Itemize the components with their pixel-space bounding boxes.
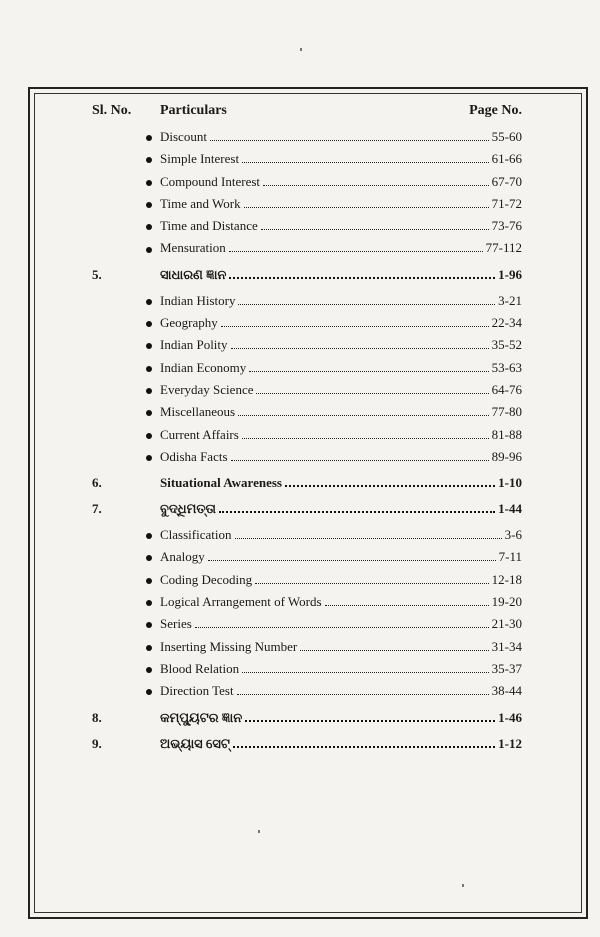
bullet-container — [92, 315, 160, 331]
entry-pages: 67-70 — [491, 173, 522, 189]
entry-label: Indian Polity — [160, 337, 228, 353]
section-number: 8. — [92, 709, 102, 725]
entry-label: Current Affairs — [160, 426, 239, 442]
entry-pages: 1-46 — [498, 709, 522, 725]
entry-label: Compound Interest — [160, 173, 261, 189]
entry-pages: 1-44 — [498, 501, 522, 517]
toc-section-row — [92, 475, 522, 501]
entry-pages: 31-34 — [491, 638, 522, 654]
dot-leader — [208, 560, 496, 561]
entry-pages: 1-10 — [498, 475, 522, 491]
bullet-icon — [146, 135, 152, 141]
section-number: 6. — [92, 475, 102, 491]
entry-label: Discount — [160, 129, 207, 144]
toc-item-row — [92, 683, 522, 705]
entry-pages: 71-72 — [491, 195, 522, 211]
bullet-container — [92, 572, 160, 588]
toc-section-row — [92, 710, 522, 736]
dot-leader — [261, 229, 489, 230]
toc-item-row — [92, 174, 522, 196]
toc-item-row — [92, 527, 522, 549]
table-of-contents — [92, 103, 522, 762]
dot-leader — [256, 393, 488, 394]
bullet-icon — [146, 180, 152, 186]
toc-item-row — [92, 661, 522, 683]
entry-pages: 35-52 — [491, 337, 522, 353]
bullet-container — [92, 293, 160, 309]
dot-leader — [242, 162, 489, 163]
dot-leader — [244, 207, 489, 208]
toc-item-row — [92, 337, 522, 359]
bullet-container — [92, 218, 160, 234]
particulars-heading: Particulars — [160, 103, 227, 118]
toc-item-row — [92, 549, 522, 571]
entry-pages: 89-96 — [491, 448, 522, 464]
paper-speck — [258, 830, 260, 833]
entry-pages: 22-34 — [491, 315, 522, 331]
dot-leader — [238, 415, 489, 416]
toc-item-row — [92, 449, 522, 471]
toc-section-row — [92, 501, 522, 527]
bullet-icon — [146, 388, 152, 394]
entry-label: Coding Decoding — [160, 571, 253, 587]
toc-rows — [92, 129, 522, 762]
entry-pages: 77-112 — [485, 240, 522, 256]
toc-item-row — [92, 151, 522, 173]
dot-leader — [229, 251, 483, 252]
bullet-icon — [146, 224, 152, 230]
entry-label: Analogy — [160, 549, 205, 565]
bullet-icon — [146, 247, 152, 253]
bullet-container — [92, 683, 160, 699]
section-number: 9. — [92, 735, 102, 751]
bullet-icon — [146, 578, 152, 584]
bullet-container — [92, 151, 160, 167]
dot-leader — [255, 583, 489, 584]
bullet-icon — [146, 555, 152, 561]
toc-item-row — [92, 382, 522, 404]
bullet-container — [92, 360, 160, 376]
bullet-container — [92, 639, 160, 655]
entry-pages: 1-96 — [498, 266, 522, 282]
bullet-icon — [146, 455, 152, 461]
entry-pages: 3-21 — [498, 292, 522, 308]
entry-pages: 81-88 — [491, 426, 522, 442]
entry-label: Geography — [160, 315, 218, 331]
toc-item-row — [92, 572, 522, 594]
bullet-icon — [146, 433, 152, 439]
bullet-icon — [146, 157, 152, 163]
entry-label: Classification — [160, 527, 232, 543]
entry-label: Indian History — [160, 292, 236, 308]
bullet-container — [92, 382, 160, 398]
dot-leader — [245, 720, 495, 722]
entry-label: କମ୍ପ୍ୟୁଟର ଜ୍ଞାନ — [160, 709, 243, 725]
dot-leader — [233, 746, 495, 748]
entry-label: Blood Relation — [160, 660, 240, 676]
bullet-container — [92, 196, 160, 212]
toc-item-row — [92, 639, 522, 661]
dot-leader — [231, 348, 489, 349]
dot-leader — [231, 460, 489, 461]
bullet-container — [92, 549, 160, 565]
entry-pages: 55-60 — [491, 129, 522, 144]
entry-pages: 7-11 — [498, 549, 522, 565]
entry-pages: 61-66 — [491, 151, 522, 167]
bullet-icon — [146, 622, 152, 628]
bullet-container — [92, 240, 160, 256]
bullet-icon — [146, 321, 152, 327]
bullet-container — [92, 129, 160, 145]
toc-item-row — [92, 240, 522, 262]
dot-leader — [235, 538, 502, 539]
dot-leader — [219, 511, 495, 513]
toc-section-row — [92, 736, 522, 762]
bullet-icon — [146, 299, 152, 305]
bullet-icon — [146, 689, 152, 695]
dot-leader — [229, 277, 495, 279]
entry-pages: 19-20 — [491, 594, 522, 610]
entry-pages: 3-6 — [504, 527, 522, 543]
sl-no-heading: Sl. No. — [92, 103, 132, 118]
toc-item-row — [92, 196, 522, 218]
bullet-icon — [146, 202, 152, 208]
entry-label: Odisha Facts — [160, 448, 228, 464]
entry-label: Everyday Science — [160, 381, 254, 397]
entry-pages: 38-44 — [491, 683, 522, 699]
bullet-container — [92, 174, 160, 190]
entry-label: Miscellaneous — [160, 404, 236, 420]
entry-label: Simple Interest — [160, 151, 240, 167]
dot-leader — [242, 438, 489, 439]
entry-pages: 21-30 — [491, 616, 522, 632]
dot-leader — [221, 326, 489, 327]
entry-pages: 77-80 — [491, 404, 522, 420]
toc-item-row — [92, 293, 522, 315]
toc-section-row — [92, 267, 522, 293]
toc-item-row — [92, 616, 522, 638]
bullet-container — [92, 616, 160, 632]
bullet-container — [92, 527, 160, 543]
bullet-icon — [146, 343, 152, 349]
bullet-container — [92, 427, 160, 443]
bullet-container — [92, 661, 160, 677]
bullet-icon — [146, 533, 152, 539]
bullet-icon — [146, 410, 152, 416]
dot-leader — [249, 371, 488, 372]
dot-leader — [195, 627, 489, 628]
entry-pages: 12-18 — [491, 571, 522, 587]
toc-item-row — [92, 129, 522, 151]
bullet-container — [92, 337, 160, 353]
dot-leader — [210, 140, 489, 141]
dot-leader — [238, 304, 495, 305]
dot-leader — [325, 605, 489, 606]
bullet-container — [92, 449, 160, 465]
toc-item-row — [92, 360, 522, 382]
bullet-icon — [146, 366, 152, 372]
dot-leader — [263, 185, 489, 186]
entry-label: ସାଧାରଣ ଜ୍ଞାନ — [160, 266, 227, 282]
entry-label: Series — [160, 616, 192, 632]
bullet-icon — [146, 600, 152, 606]
page-no-heading: Page No. — [469, 103, 522, 118]
toc-item-row — [92, 594, 522, 616]
entry-label: Indian Economy — [160, 359, 247, 375]
toc-item-row — [92, 218, 522, 240]
entry-pages: 53-63 — [491, 359, 522, 375]
toc-header — [92, 103, 522, 129]
entry-label: Situational Awareness — [160, 475, 282, 491]
entry-label: ଅଭ୍ୟାସ ସେଟ୍ — [160, 735, 230, 751]
entry-pages: 35-37 — [491, 660, 522, 676]
toc-item-row — [92, 315, 522, 337]
entry-pages: 64-76 — [491, 381, 522, 397]
bullet-container — [92, 404, 160, 420]
toc-item-row — [92, 427, 522, 449]
section-number: 7. — [92, 501, 102, 517]
dot-leader — [300, 650, 488, 651]
dot-leader — [285, 485, 495, 487]
bullet-container — [92, 594, 160, 610]
paper-speck — [300, 48, 302, 51]
entry-pages: 1-12 — [498, 735, 522, 751]
bullet-icon — [146, 667, 152, 673]
entry-label: Time and Work — [160, 195, 241, 211]
entry-label: Time and Distance — [160, 218, 258, 234]
paper-speck — [462, 884, 464, 887]
toc-item-row — [92, 404, 522, 426]
entry-label: Logical Arrangement of Words — [160, 594, 322, 610]
entry-label: Mensuration — [160, 240, 226, 256]
section-number: 5. — [92, 266, 102, 282]
entry-pages: 73-76 — [491, 218, 522, 234]
entry-label: Direction Test — [160, 683, 234, 699]
dot-leader — [237, 694, 489, 695]
bullet-icon — [146, 645, 152, 651]
dot-leader — [242, 672, 489, 673]
entry-label: Inserting Missing Number — [160, 638, 298, 654]
entry-label: ବୁଦ୍ଧିମତ୍ତା — [160, 501, 216, 517]
